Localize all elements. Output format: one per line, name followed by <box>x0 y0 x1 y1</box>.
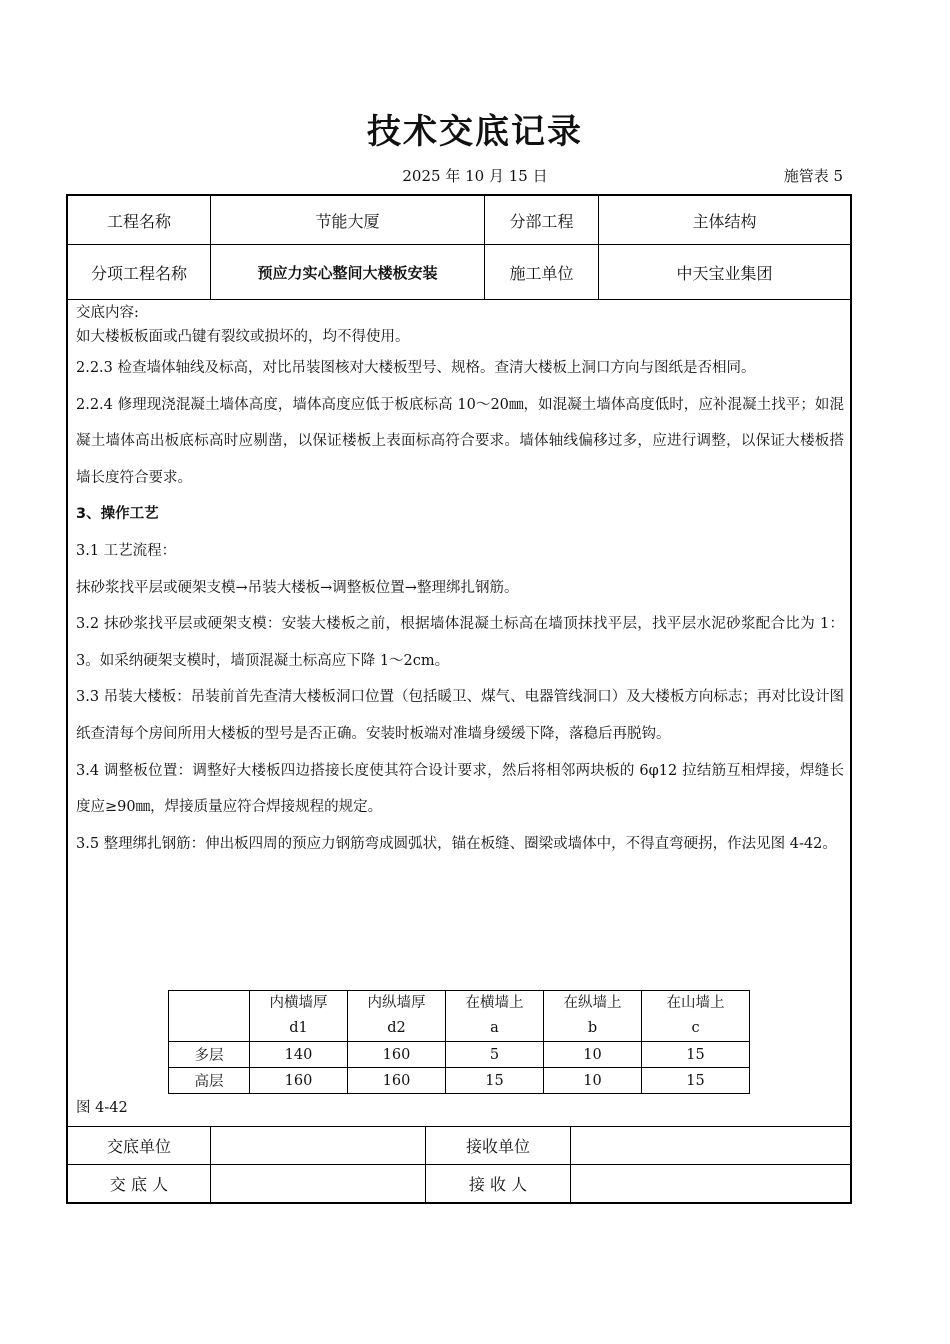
project-name-label: 工程名称 <box>106 211 171 231</box>
content-line: 3.1 工艺流程： <box>76 542 177 559</box>
content-line: 3.4 调整板位置：调整好大楼板四边搭接长度使其符合设计要求，然后将相邻两块板的 6φ12 拉结筋互相焊接，焊缝长度应≥90㎜，焊接质量应符合焊接规程的规定。 <box>76 762 844 816</box>
table-header-cell: 在山墙上 c <box>642 991 750 1042</box>
table-header-cell: 在纵墙上 b <box>544 991 642 1042</box>
division-value: 主体结构 <box>692 211 757 231</box>
figure-table <box>168 990 750 1094</box>
content-line: 如大楼板板面或凸键有裂纹或损坏的，均不得使用。 <box>76 329 410 345</box>
receiver-field[interactable] <box>571 1165 850 1202</box>
project-name-value: 节能大厦 <box>315 211 380 231</box>
content-label: 交底内容: <box>76 305 139 321</box>
subitem-label: 分项工程名称 <box>90 263 187 283</box>
table-row <box>169 1042 750 1068</box>
content-line: 抹砂浆找平层或硬架支模→吊装大楼板→调整板位置→整理绑扎钢筋。 <box>76 579 519 596</box>
record-date: 2025 年 10 月 15 日 <box>402 167 548 185</box>
table-cell: 160 <box>348 1068 446 1094</box>
table-header-cell: 在横墙上 a <box>446 991 544 1042</box>
receiver-label: 接 收 人 <box>468 1175 528 1194</box>
table-cell: 10 <box>544 1068 642 1094</box>
table-header-cell: 内横墙厚 d1 <box>250 991 348 1042</box>
content-line: 2.2.4 修理现浇混凝土墙体高度，墙体高度应低于板底标高 10～20㎜，如混凝土墙体高度低时，应补混凝土找平；如混凝土墙体高出板底标高时应剔凿，以保证楼板上表面标高符合要求。墙体轴线偏移过多，应进行调整，以保证大楼板搭墙长度符合要求。 <box>76 396 844 486</box>
briefer-field[interactable] <box>211 1165 425 1202</box>
construction-unit-label: 施工单位 <box>509 263 574 283</box>
table-cell: 140 <box>250 1042 348 1068</box>
record-form <box>66 194 852 1204</box>
row-label: 高层 <box>169 1068 250 1094</box>
briefing-unit-label: 交底单位 <box>106 1137 171 1156</box>
construction-unit-value: 中天宝业集团 <box>676 263 773 283</box>
table-header-cell: 内纵墙厚 d2 <box>348 991 446 1042</box>
table-cell: 15 <box>642 1068 750 1094</box>
document-title: 技术交底记录 <box>367 112 583 152</box>
figure-caption: 图 4-42 <box>76 1100 128 1116</box>
table-header-row <box>169 991 750 1042</box>
table-corner-cell <box>169 991 250 1042</box>
content-line: 3.3 吊装大楼板：吊装前首先查清大楼板洞口位置（包括暖卫、煤气、电器管线洞口）及大楼板方向标志；再对比设计图纸查清每个房间所用大楼板的型号是否正确。安装时板端对准墙身缓缓下降，落稳后再脱钩。 <box>76 689 844 742</box>
content-line: 2.2.3 检查墙体轴线及标高，对比吊装图核对大楼板型号、规格。查清大楼板上洞口方向与图纸是否相同。 <box>76 360 756 376</box>
briefing-content <box>76 300 844 862</box>
content-line: 3.5 整理绑扎钢筋：伸出板四周的预应力钢筋弯成圆弧状，锚在板缝、圈梁或墙体中，不得直弯硬拐，作法见图 4-42。 <box>76 835 837 852</box>
subitem-value: 预应力实心整间大楼板安装 <box>257 263 438 282</box>
content-line: 3.2 抹砂浆找平层或硬架支模：安装大楼板之前，根据墙体混凝土标高在墙顶抹找平层，找平层水泥砂浆配合比为 1：3。如采纳硬架支模时，墙顶混凝土标高应下降 1～2cm。 <box>76 616 844 669</box>
table-cell: 15 <box>446 1068 544 1094</box>
table-cell: 15 <box>642 1042 750 1068</box>
table-cell: 10 <box>544 1042 642 1068</box>
section-heading: 3、操作工艺 <box>76 506 159 523</box>
division-label: 分部工程 <box>509 211 574 231</box>
table-row <box>169 1068 750 1094</box>
table-cell: 5 <box>446 1042 544 1068</box>
form-number: 施管表 5 <box>783 167 843 185</box>
row-label: 多层 <box>169 1042 250 1068</box>
table-cell: 160 <box>250 1068 348 1094</box>
briefing-unit-field[interactable] <box>211 1127 425 1164</box>
briefer-label: 交 底 人 <box>109 1175 169 1194</box>
table-cell: 160 <box>348 1042 446 1068</box>
receiving-unit-label: 接收单位 <box>465 1137 530 1156</box>
receiving-unit-field[interactable] <box>571 1127 850 1164</box>
